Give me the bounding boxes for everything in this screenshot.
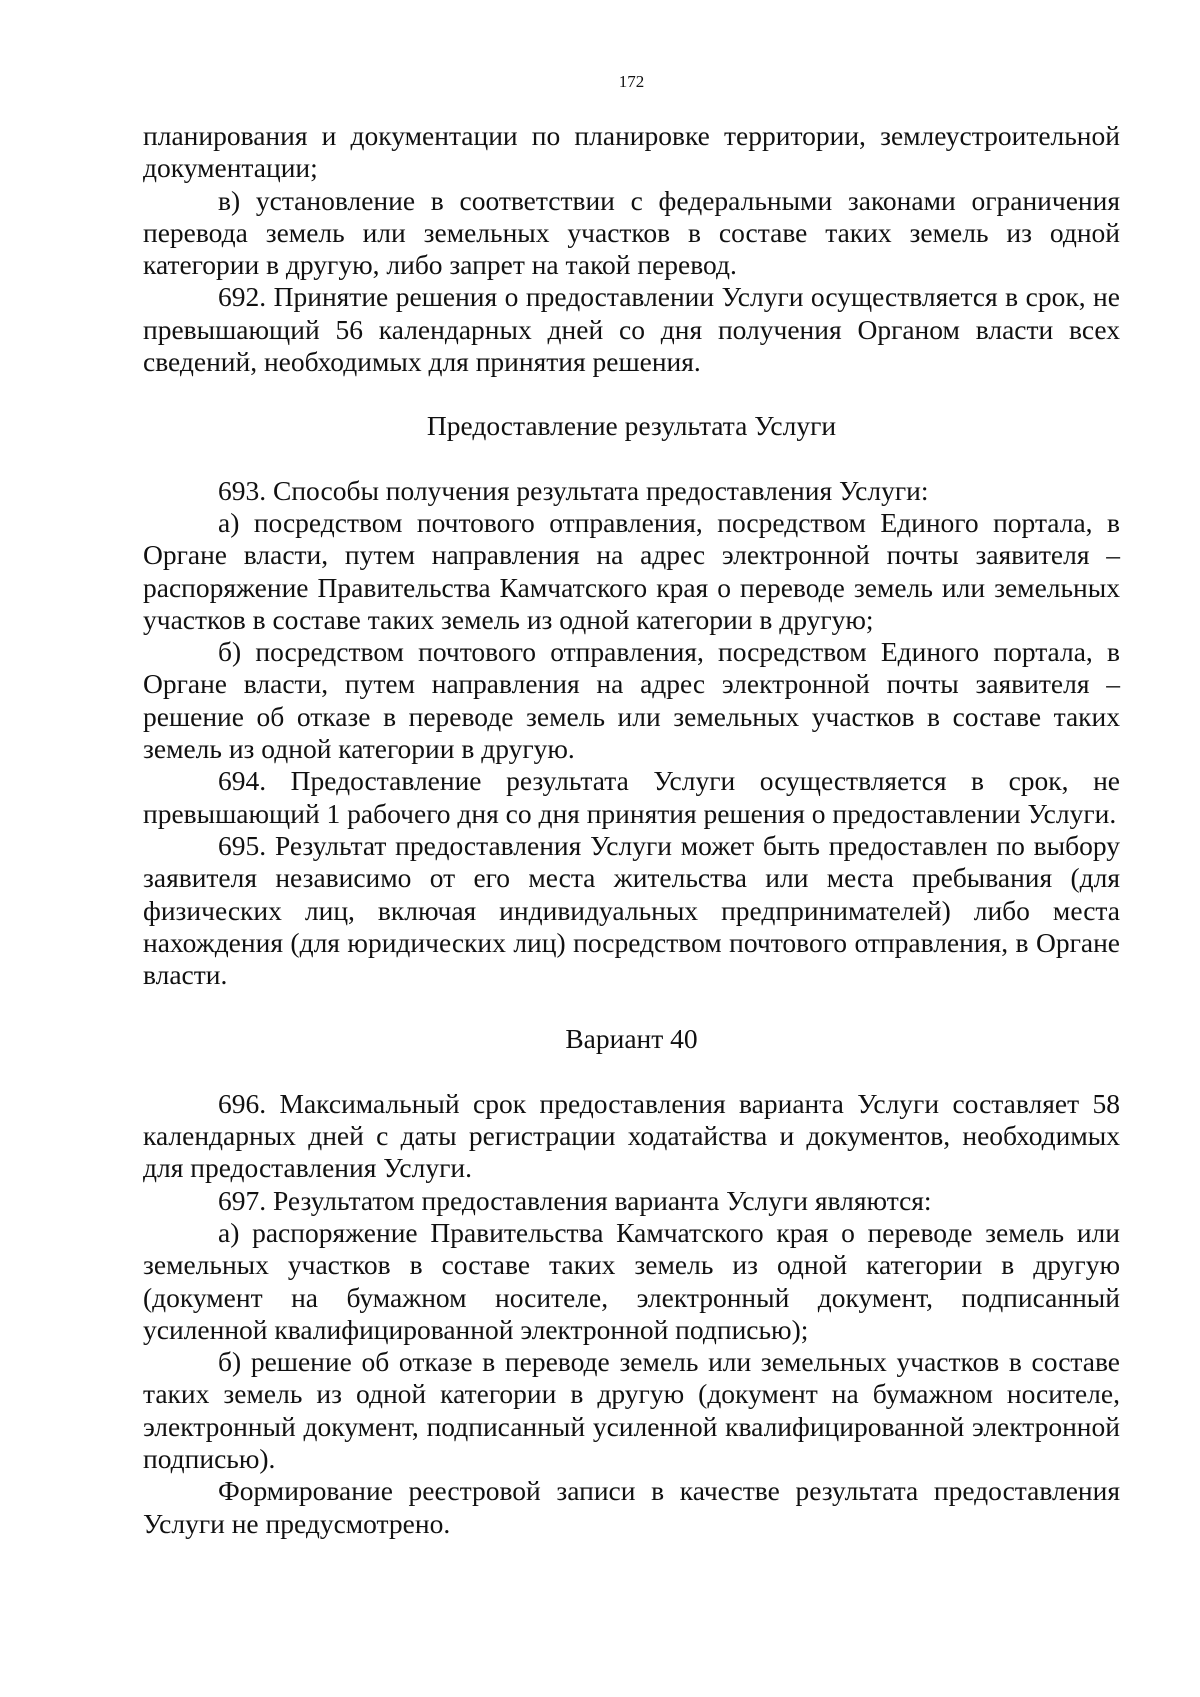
paragraph-693-b: б) посредством почтового отправления, посредством Единого портала, в Органе власти, путем направления на адрес электронной почты заявителя – решение об отказе в переводе земель или земельных участков в составе таких земель из одной категории в другую. [143,636,1120,765]
spacer [143,378,1120,410]
paragraph-697-b: б) решение об отказе в переводе земель или земельных участков в составе таких земель из одной категории в другую (документ на бумажном носителе, электронный документ, подписанный усиленной квалифицированной электронной подписью). [143,1346,1120,1474]
paragraph-694: 694. Предоставление результата Услуги осуществляется в срок, не превышающий 1 рабочего дня со дня принятия решения о предоставлении Услуги. [143,765,1120,829]
spacer [143,1056,1120,1088]
section-heading-variant-40: Вариант 40 [565,1023,698,1055]
document-page [143,58,1120,1540]
paragraph-item-v: в) установление в соответствии с федеральными законами ограничения перевода земель или земельных участков в составе таких земель из одной категории в другую, либо запрет на такой перевод. [143,184,1120,281]
paragraph-693: 693. Способы получения результата предоставления Услуги: [218,474,929,506]
paragraph-697-a: а) распоряжение Правительства Камчатского края о переводе земель или земельных участков в составе таких земель из одной категории в другую (документ на бумажном носителе, электронный документ, подписанный усиленной квалифицированной электронной подписью); [143,1216,1120,1345]
paragraph-planning-continuation: планирования и документации по планировке территории, землеустроительной документации; [143,120,1120,184]
paragraph-693-a: а) посредством почтового отправления, посредством Единого портала, в Органе власти, путем направления на адрес электронной почты заявителя – распоряжение Правительства Камчатского края о переводе земель или земельных участков в составе таких земель из одной категории в другую; [143,506,1120,635]
paragraph-registry-note: Формирование реестровой записи в качестве результата предоставления Услуги не предусмотрено. [143,1475,1120,1539]
paragraph-696: 696. Максимальный срок предоставления варианта Услуги составляет 58 календарных дней с даты регистрации ходатайства и документов, необходимых для предоставления Услуги. [143,1087,1120,1184]
paragraph-695: 695. Результат предоставления Услуги может быть предоставлен по выбору заявителя независимо от его места жительства или места пребывания (для физических лиц, включая индивидуальных предпринимателей) либо места нахождения (для юридических лиц) посредством почтового отправления, в Органе власти. [143,829,1120,991]
page-number: 172 [618,72,645,91]
section-heading-result: Предоставление результата Услуги [426,410,837,442]
spacer [143,991,1120,1023]
spacer [143,443,1120,475]
paragraph-692: 692. Принятие решения о предоставлении Услуги осуществляется в срок, не превышающий 56 календарных дней со дня получения Органом власти всех сведений, необходимых для принятия решения. [143,281,1120,378]
paragraph-697: 697. Результатом предоставления варианта Услуги являются: [218,1184,932,1216]
